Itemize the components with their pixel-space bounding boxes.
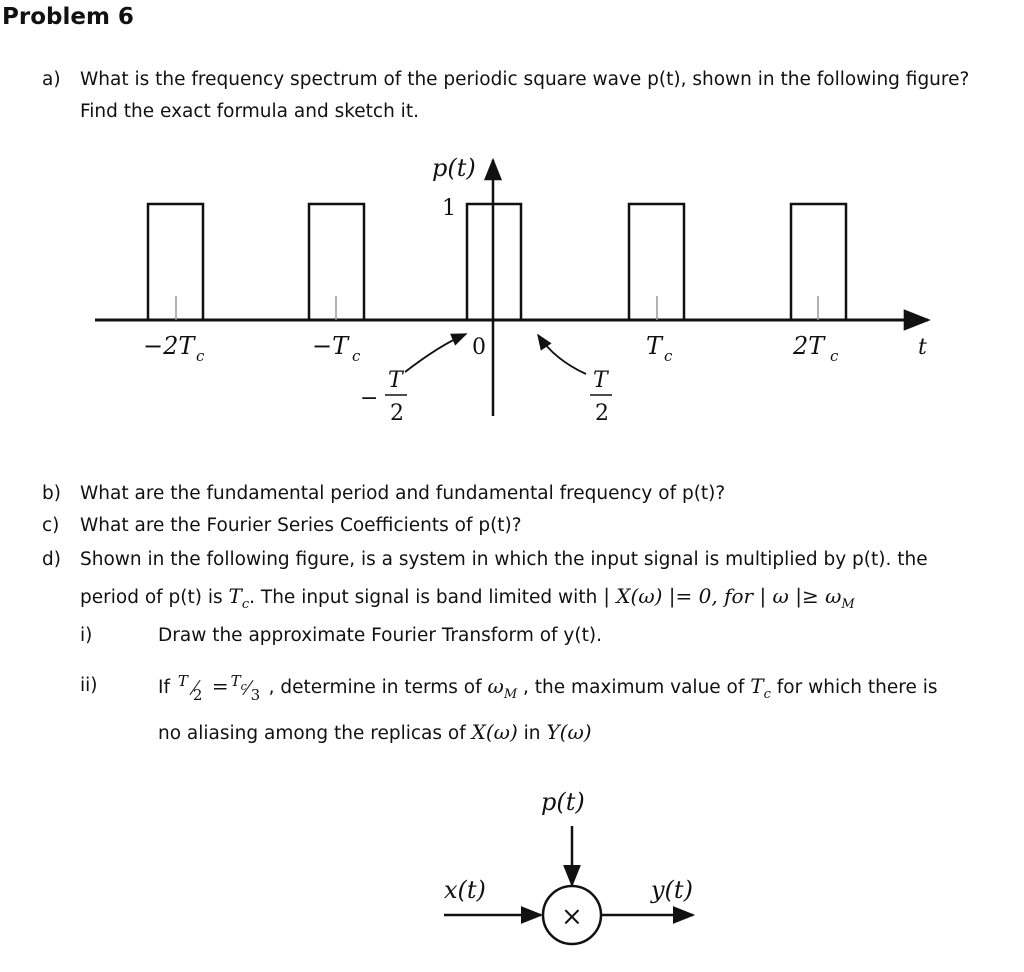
y-output-label: y(t) xyxy=(651,876,693,904)
omega-m-symbol: $\omega_M$ xyxy=(487,674,518,702)
part-b-label: b) xyxy=(42,483,61,504)
pos-half-num: T xyxy=(593,368,608,393)
p-of-t-label: p(t) xyxy=(432,154,476,182)
level-one-label: 1 xyxy=(442,196,456,221)
part-dii-line2: no aliasing among the replicas of X(ω) in Y(ω) xyxy=(158,720,592,744)
minus-sign: − xyxy=(360,386,379,411)
part-d-line1: Shown in the following figure, is a system in which the input signal is multiplied by p(t). the xyxy=(80,549,928,570)
tick-t: t xyxy=(918,335,927,360)
part-di-label: i) xyxy=(80,625,93,646)
tick-2tc: 2T xyxy=(793,332,825,360)
part-d-line2: period of p(t) is $T_c$. The input signal is band limited with | X(ω) |= 0, for | ω |≥ $\omega_M$ xyxy=(80,584,855,612)
part-di-text: Draw the approximate Fourier Transform of y(t). xyxy=(158,625,602,646)
part-b-text: What are the fundamental period and fundamental frequency of p(t)? xyxy=(80,483,726,504)
neg-half-num: T xyxy=(388,368,403,393)
x-input-label: x(t) xyxy=(444,876,486,904)
frac-t-over-2: T 2 xyxy=(177,672,203,704)
part-c-label: c) xyxy=(42,515,60,536)
part-c-text: What are the Fourier Series Coefficients of p(t)? xyxy=(80,515,522,536)
neg-half-den: 2 xyxy=(390,401,404,426)
part-d-label: d) xyxy=(42,549,61,570)
tick-zero: 0 xyxy=(472,335,486,360)
svg-text:c: c xyxy=(196,347,205,365)
tick-tc: T xyxy=(646,332,663,360)
tick-negtc: −T xyxy=(312,332,349,360)
arrow-to-neg-half xyxy=(405,334,466,372)
tc-symbol: $T_c$ xyxy=(228,584,250,612)
part-a-line1: What is the frequency spectrum of the periodic square wave p(t), shown in the following figure? xyxy=(80,69,970,90)
part-dii-label: ii) xyxy=(80,675,98,696)
part-a-label: a) xyxy=(42,69,61,90)
multiplier-symbol: × xyxy=(561,902,583,932)
part-a-line2: Find the exact formula and sketch it. xyxy=(80,101,419,122)
tick-neg2tc: −2T xyxy=(143,332,195,360)
tc-symbol-2: $T_c$ xyxy=(750,674,771,702)
svg-text:c: c xyxy=(664,347,673,365)
pos-half-den: 2 xyxy=(595,401,609,426)
part-dii-line1: If T 2 = $T_c$ 3 , determine in terms of $\omega_M$ , the maximum value of $T_c$ for which there is xyxy=(158,672,938,704)
frac-tc-over-3: $T_c$ 3 xyxy=(230,672,261,704)
problem-title: Problem 6 xyxy=(2,4,134,30)
svg-text:c: c xyxy=(830,347,839,365)
svg-text:c: c xyxy=(352,347,361,365)
arrow-to-pos-half xyxy=(538,335,586,374)
bandlimit-condition: | X(ω) |= 0, for | ω |≥ $\omega_M$ xyxy=(603,584,855,612)
p-input-label: p(t) xyxy=(541,788,585,816)
